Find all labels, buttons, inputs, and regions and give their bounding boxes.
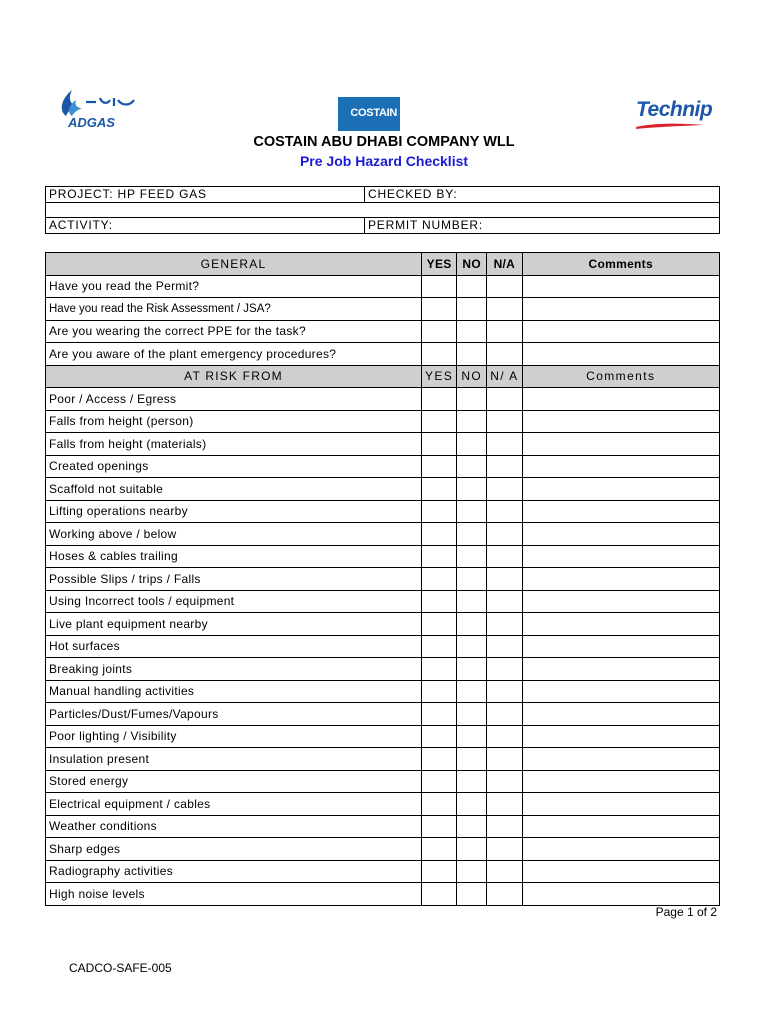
na-cell[interactable] (487, 860, 522, 883)
comments-cell[interactable] (522, 320, 720, 343)
na-cell[interactable] (487, 410, 522, 433)
checklist-row (46, 523, 720, 546)
yes-column-header: YES (422, 365, 457, 388)
no-column-header: NO (457, 365, 487, 388)
adgas-flame-icon (52, 86, 142, 132)
checklist-row (46, 343, 720, 366)
general-section-title: GENERAL (46, 253, 422, 276)
checklist-row (46, 725, 720, 748)
no-cell[interactable] (457, 343, 487, 366)
comments-cell[interactable] (522, 658, 720, 681)
checklist-row (46, 770, 720, 793)
no-cell[interactable] (457, 568, 487, 591)
hazard-question: Lifting operations nearby (46, 500, 422, 523)
checklist-row (46, 568, 720, 591)
yes-cell[interactable] (422, 793, 457, 816)
no-cell[interactable] (457, 433, 487, 456)
no-cell[interactable] (457, 613, 487, 636)
hazard-question: Breaking joints (46, 658, 422, 681)
hazard-question: Created openings (46, 455, 422, 478)
no-cell[interactable] (457, 635, 487, 658)
yes-cell[interactable] (422, 568, 457, 591)
risk-section-title: AT RISK FROM (46, 365, 422, 388)
comments-cell[interactable] (522, 770, 720, 793)
hazard-checklist-table (45, 252, 720, 906)
yes-cell[interactable] (422, 500, 457, 523)
yes-cell[interactable] (422, 455, 457, 478)
no-cell[interactable] (457, 320, 487, 343)
na-cell[interactable] (487, 433, 522, 456)
yes-cell[interactable] (422, 770, 457, 793)
yes-cell[interactable] (422, 883, 457, 906)
checklist-row (46, 658, 720, 681)
comments-cell[interactable] (522, 748, 720, 771)
costain-logo (338, 97, 400, 131)
checklist-row (46, 703, 720, 726)
checklist-row (46, 793, 720, 816)
hazard-question: Insulation present (46, 748, 422, 771)
hazard-question: Scaffold not suitable (46, 478, 422, 501)
comments-cell[interactable] (522, 793, 720, 816)
no-cell[interactable] (457, 500, 487, 523)
na-cell[interactable] (487, 613, 522, 636)
na-cell[interactable] (487, 883, 522, 906)
page-number: Page 1 of 2 (655, 905, 717, 919)
blank-row (46, 203, 720, 218)
na-cell[interactable] (487, 770, 522, 793)
hazard-question: Electrical equipment / cables (46, 793, 422, 816)
comments-cell[interactable] (522, 590, 720, 613)
technip-logo-text: Technip (636, 98, 713, 121)
yes-cell[interactable] (422, 545, 457, 568)
hazard-question: Are you wearing the correct PPE for the task? (46, 320, 422, 343)
costain-logo-text: COSTAIN (350, 107, 397, 119)
comments-cell[interactable] (522, 275, 720, 298)
hazard-question: Particles/Dust/Fumes/Vapours (46, 703, 422, 726)
comments-cell[interactable] (522, 680, 720, 703)
hazard-question: Sharp edges (46, 838, 422, 861)
checklist-row (46, 838, 720, 861)
hazard-question: Hoses & cables trailing (46, 545, 422, 568)
na-cell[interactable] (487, 725, 522, 748)
permit-number-field[interactable]: PERMIT NUMBER: (365, 218, 720, 234)
yes-cell[interactable] (422, 410, 457, 433)
comments-cell[interactable] (522, 568, 720, 591)
yes-cell[interactable] (422, 613, 457, 636)
comments-cell[interactable] (522, 455, 720, 478)
na-cell[interactable] (487, 703, 522, 726)
checklist-row (46, 815, 720, 838)
yes-cell[interactable] (422, 590, 457, 613)
no-cell[interactable] (457, 838, 487, 861)
na-cell[interactable] (487, 455, 522, 478)
checklist-row (46, 388, 720, 411)
comments-cell[interactable] (522, 815, 720, 838)
na-cell[interactable] (487, 343, 522, 366)
na-cell[interactable] (487, 680, 522, 703)
comments-cell[interactable] (522, 388, 720, 411)
na-cell[interactable] (487, 275, 522, 298)
hazard-question: Poor / Access / Egress (46, 388, 422, 411)
comments-cell[interactable] (522, 478, 720, 501)
checklist-body (46, 253, 720, 906)
hazard-question: Hot surfaces (46, 635, 422, 658)
checklist-row (46, 410, 720, 433)
yes-cell[interactable] (422, 838, 457, 861)
no-cell[interactable] (457, 478, 487, 501)
no-cell[interactable] (457, 860, 487, 883)
no-cell[interactable] (457, 388, 487, 411)
hazard-question: Falls from height (person) (46, 410, 422, 433)
no-cell[interactable] (457, 770, 487, 793)
checklist-row (46, 275, 720, 298)
hazard-question: Stored energy (46, 770, 422, 793)
comments-cell[interactable] (522, 613, 720, 636)
yes-cell[interactable] (422, 860, 457, 883)
adgas-logo (52, 86, 142, 132)
na-cell[interactable] (487, 545, 522, 568)
checklist-row (46, 320, 720, 343)
project-info-table (45, 186, 720, 234)
no-cell[interactable] (457, 298, 487, 321)
comments-cell[interactable] (522, 343, 720, 366)
yes-cell[interactable] (422, 275, 457, 298)
comments-cell[interactable] (522, 860, 720, 883)
yes-cell[interactable] (422, 748, 457, 771)
na-cell[interactable] (487, 838, 522, 861)
comments-cell[interactable] (522, 298, 720, 321)
na-column-header: N/ A (487, 365, 522, 388)
checklist-row (46, 680, 720, 703)
yes-cell[interactable] (422, 298, 457, 321)
checklist-row (46, 860, 720, 883)
comments-cell[interactable] (522, 725, 720, 748)
hazard-question: Falls from height (materials) (46, 433, 422, 456)
no-cell[interactable] (457, 748, 487, 771)
no-cell[interactable] (457, 523, 487, 546)
hazard-question: Weather conditions (46, 815, 422, 838)
hazard-question: Have you read the Risk Assessment / JSA? (46, 298, 422, 321)
no-cell[interactable] (457, 410, 487, 433)
hazard-question: Are you aware of the plant emergency procedures? (46, 343, 422, 366)
na-cell[interactable] (487, 658, 522, 681)
na-cell[interactable] (487, 815, 522, 838)
yes-cell[interactable] (422, 815, 457, 838)
no-cell[interactable] (457, 725, 487, 748)
checklist-row (46, 433, 720, 456)
comments-cell[interactable] (522, 410, 720, 433)
general-header-row (46, 253, 720, 276)
comments-cell[interactable] (522, 635, 720, 658)
checklist-row (46, 883, 720, 906)
comments-cell[interactable] (522, 703, 720, 726)
no-cell[interactable] (457, 793, 487, 816)
comments-cell[interactable] (522, 883, 720, 906)
hazard-question: Radiography activities (46, 860, 422, 883)
document-code: CADCO-SAFE-005 (69, 961, 172, 975)
yes-cell[interactable] (422, 523, 457, 546)
yes-cell[interactable] (422, 703, 457, 726)
comments-cell[interactable] (522, 545, 720, 568)
na-column-header: N/A (487, 253, 522, 276)
hazard-question: Manual handling activities (46, 680, 422, 703)
na-cell[interactable] (487, 320, 522, 343)
no-cell[interactable] (457, 815, 487, 838)
na-cell[interactable] (487, 388, 522, 411)
hazard-question: Possible Slips / trips / Falls (46, 568, 422, 591)
yes-cell[interactable] (422, 320, 457, 343)
risk-header-row (46, 365, 720, 388)
technip-swoosh-icon (634, 122, 706, 130)
no-cell[interactable] (457, 883, 487, 906)
no-cell[interactable] (457, 545, 487, 568)
comments-cell[interactable] (522, 838, 720, 861)
project-field[interactable]: PROJECT: HP FEED GAS (46, 187, 365, 203)
comments-column-header: Comments (522, 365, 720, 388)
na-cell[interactable] (487, 748, 522, 771)
hazard-question: Working above / below (46, 523, 422, 546)
no-column-header: NO (457, 253, 487, 276)
checklist-row (46, 500, 720, 523)
no-cell[interactable] (457, 703, 487, 726)
na-cell[interactable] (487, 478, 522, 501)
checklist-row (46, 298, 720, 321)
no-cell[interactable] (457, 455, 487, 478)
company-name: COSTAIN ABU DHABI COMPANY WLL (253, 134, 515, 150)
yes-cell[interactable] (422, 658, 457, 681)
activity-field[interactable]: ACTIVITY: (46, 218, 365, 234)
hazard-question: Poor lighting / Visibility (46, 725, 422, 748)
yes-cell[interactable] (422, 343, 457, 366)
comments-cell[interactable] (522, 500, 720, 523)
na-cell[interactable] (487, 298, 522, 321)
yes-column-header: YES (422, 253, 457, 276)
hazard-question: Using Incorrect tools / equipment (46, 590, 422, 613)
checklist-row (46, 635, 720, 658)
yes-cell[interactable] (422, 388, 457, 411)
na-cell[interactable] (487, 635, 522, 658)
yes-cell[interactable] (422, 680, 457, 703)
na-cell[interactable] (487, 523, 522, 546)
checklist-row (46, 613, 720, 636)
yes-cell[interactable] (422, 635, 457, 658)
checklist-row (46, 545, 720, 568)
na-cell[interactable] (487, 500, 522, 523)
no-cell[interactable] (457, 680, 487, 703)
yes-cell[interactable] (422, 725, 457, 748)
svg-text:ADGAS: ADGAS (68, 115, 115, 130)
na-cell[interactable] (487, 793, 522, 816)
checked-by-field[interactable]: CHECKED BY: (365, 187, 720, 203)
hazard-question: Live plant equipment nearby (46, 613, 422, 636)
checklist-row (46, 455, 720, 478)
na-cell[interactable] (487, 568, 522, 591)
comments-column-header: Comments (522, 253, 720, 276)
comments-cell[interactable] (522, 523, 720, 546)
yes-cell[interactable] (422, 478, 457, 501)
hazard-question: Have you read the Permit? (46, 275, 422, 298)
checklist-row (46, 478, 720, 501)
checklist-row (46, 590, 720, 613)
hazard-question: High noise levels (46, 883, 422, 906)
yes-cell[interactable] (422, 433, 457, 456)
comments-cell[interactable] (522, 433, 720, 456)
technip-logo (630, 98, 718, 132)
na-cell[interactable] (487, 590, 522, 613)
no-cell[interactable] (457, 658, 487, 681)
checklist-row (46, 748, 720, 771)
no-cell[interactable] (457, 590, 487, 613)
page-title: Pre Job Hazard Checklist (299, 153, 469, 169)
no-cell[interactable] (457, 275, 487, 298)
